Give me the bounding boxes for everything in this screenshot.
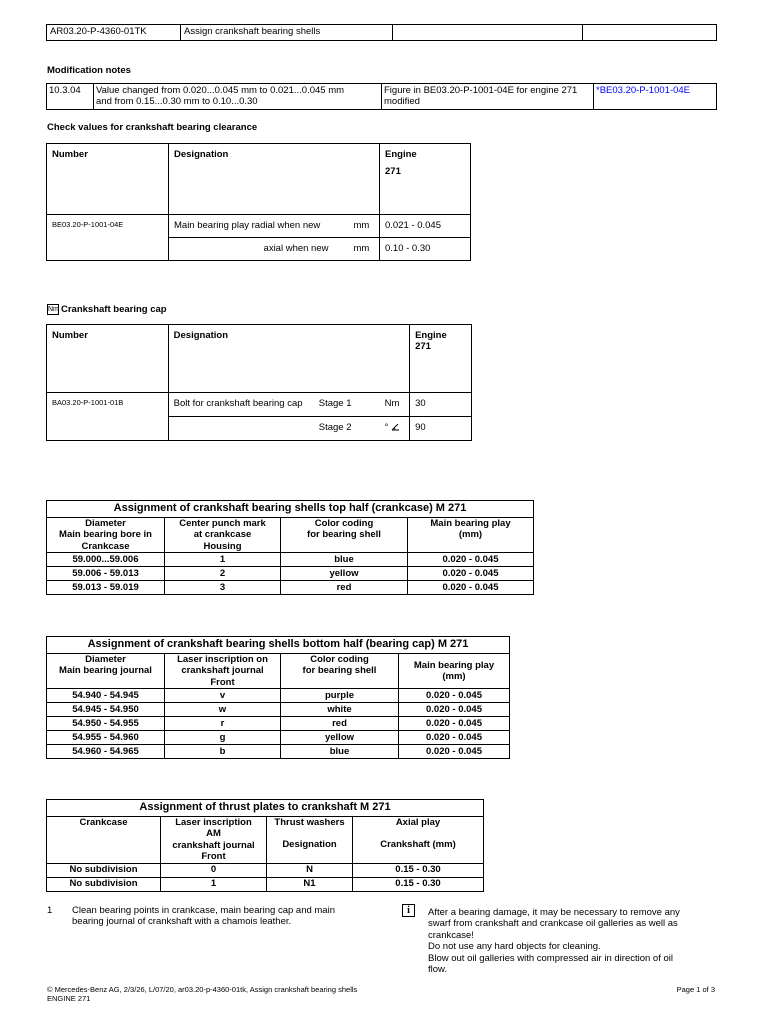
footer-copyright: © Mercedes-Benz AG, 2/3/26, L/07/20, ar03.20-p-4360-01tk, Assign crankshaft bearing shells [47, 985, 358, 994]
cap-stage2-unit-cell [380, 417, 410, 441]
thr-h4: Axial play Crankshaft (mm) [353, 817, 484, 864]
mod-link[interactable]: *BE03.20-P-1001-04E [594, 84, 717, 110]
doc-title: Assign crankshaft bearing shells [181, 25, 393, 41]
step-number: 1 [47, 905, 53, 916]
table-row: No subdivision 1 N1 0.15 - 0.30 [47, 877, 484, 891]
check-col-designation: Designation [169, 144, 380, 215]
thr-h1: Crankcase [47, 817, 161, 864]
cap-col-number: Number [47, 325, 169, 393]
mod-note-2: Figure in BE03.20-P-1001-04E for engine 271 modified [382, 84, 594, 110]
cap-stage2: Stage 2 [314, 417, 380, 441]
info-icon: i [402, 904, 415, 917]
table-row: 54.955 - 54.960 g yellow 0.020 - 0.045 [47, 731, 510, 745]
check-row1-desc: Main bearing play radial when new [169, 215, 349, 238]
check-row2-desc: axial when new [169, 238, 349, 261]
table-row: 59.000...59.006 1 blue 0.020 - 0.045 [47, 553, 534, 567]
footer-engine: ENGINE 271 [47, 994, 91, 1004]
check-row1-val: 0.021 - 0.045 [380, 215, 471, 238]
cap-stage2-unit: ° [384, 422, 389, 433]
footer-page: Page 1 of 3 [676, 985, 715, 994]
step-text: Clean bearing points in crankcase, main bearing cap and main bearing journal of crankshaft with a chamois leather. [72, 905, 335, 928]
mod-note-1: Value changed from 0.020...0.045 mm to 0.021...0.045 mm and from 0.15...0.30 mm to 0.10...0.30 [94, 84, 382, 110]
check-row1-unit: mm [349, 215, 380, 238]
header-table [46, 24, 717, 41]
table-row: 54.960 - 54.965 b blue 0.020 - 0.045 [47, 745, 510, 759]
table-row: 54.945 - 54.950 w white 0.020 - 0.045 [47, 703, 510, 717]
footer [47, 985, 357, 1004]
top-h4: Main bearing play (mm) [408, 518, 534, 553]
cap-col-designation: Designation [168, 325, 409, 393]
mod-date: 10.3.04 [47, 84, 94, 110]
cap-stage1: Stage 1 [314, 393, 380, 417]
check-values-table [46, 143, 471, 261]
top-half-title: Assignment of crankshaft bearing shells top half (crankcase) M 271 [47, 501, 534, 518]
thr-h2: Laser inscription AM crankshaft journal Front [161, 817, 267, 864]
cap-stage1-unit: Nm [380, 393, 410, 417]
thr-h3: Thrust washers Designation [267, 817, 353, 864]
thrust-title: Assignment of thrust plates to crankshaft M 271 [47, 800, 484, 817]
table-row: 54.950 - 54.955 r red 0.020 - 0.045 [47, 717, 510, 731]
bearing-cap-table [46, 324, 472, 441]
cap-heading-row [47, 304, 167, 315]
torque-icon: Nm [48, 306, 59, 313]
check-row2-val: 0.10 - 0.30 [380, 238, 471, 261]
check-row2-unit: mm [349, 238, 380, 261]
doc-id: AR03.20-P-4360-01TK [47, 25, 181, 41]
bottom-half-title: Assignment of crankshaft bearing shells bottom half (bearing cap) M 271 [47, 637, 510, 654]
check-col-number: Number [47, 144, 169, 215]
modification-heading: Modification notes [47, 65, 131, 76]
check-col-engine: Engine 271 [380, 144, 471, 215]
cap-desc: Bolt for crankshaft bearing cap [168, 393, 314, 417]
cap-stage2-val: 90 [410, 417, 472, 441]
table-row: 59.013 - 59.019 3 red 0.020 - 0.045 [47, 581, 534, 595]
bottom-half-table [46, 636, 510, 759]
top-h1: Diameter Main bearing bore in Crankcase [47, 518, 165, 553]
angle-icon [391, 423, 400, 431]
top-h2: Center punch mark at crankcase Housing [165, 518, 281, 553]
cap-number: BA03.20-P-1001-01B [47, 393, 169, 441]
check-heading: Check values for crankshaft bearing clearance [47, 122, 258, 133]
bot-h3: Color coding for bearing shell [281, 654, 399, 689]
top-h3: Color coding for bearing shell [281, 518, 408, 553]
cap-stage1-val: 30 [410, 393, 472, 417]
bot-h2: Laser inscription on crankshaft journal Front [165, 654, 281, 689]
check-number: BE03.20-P-1001-04E [47, 215, 169, 261]
top-half-table [46, 500, 534, 595]
cap-heading: Crankshaft bearing cap [61, 304, 167, 316]
cap-col-engine: Engine 271 [410, 325, 472, 393]
bot-h4: Main bearing play (mm) [399, 654, 510, 689]
table-row: 59.006 - 59.013 2 yellow 0.020 - 0.045 [47, 567, 534, 581]
modification-table [46, 83, 717, 110]
info-note: After a bearing damage, it may be necessary to remove any swarf from crankshaft and crankcase oil galleries as well as crankcase! Do not use any hard objects for cleaning. Blow out oil galleries with compressed air in direction of oil flow. [428, 907, 680, 975]
bot-h1: Diameter Main bearing journal [47, 654, 165, 689]
table-row: 54.940 - 54.945 v purple 0.020 - 0.045 [47, 689, 510, 703]
table-row: No subdivision 0 N 0.15 - 0.30 [47, 863, 484, 877]
thrust-plates-table [46, 799, 484, 892]
